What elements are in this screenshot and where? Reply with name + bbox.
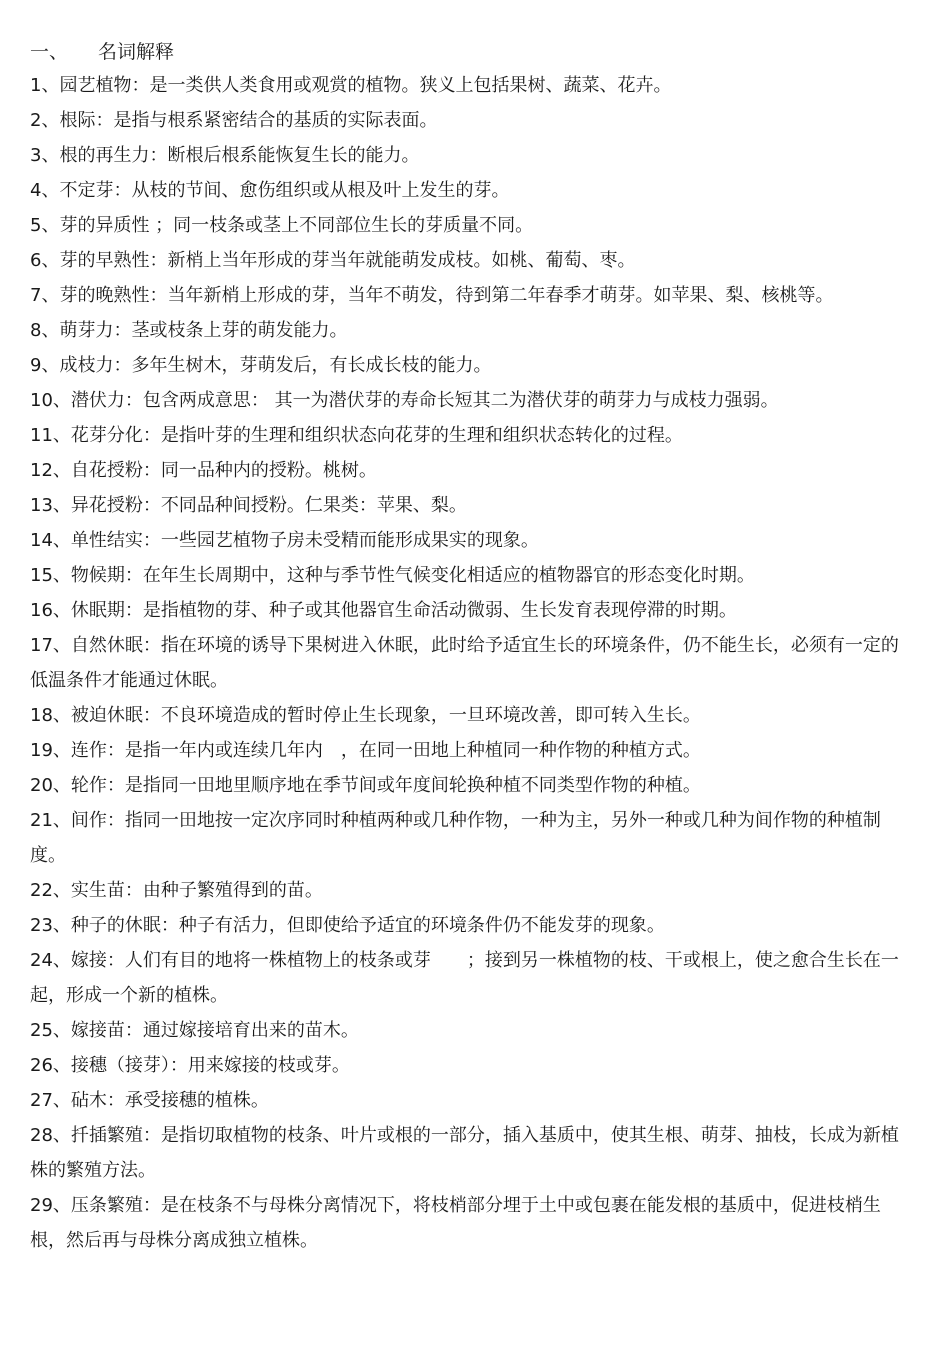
definition-item-18: 18、被迫休眠：不良环境造成的暂时停止生长现象，一旦环境改善，即可转入生长。 — [30, 705, 701, 726]
definition-item-6: 6、芽的早熟性：新梢上当年形成的芽当年就能萌发成枝。如桃、葡萄、枣。 — [30, 250, 636, 271]
section-title: 名词解释 — [98, 41, 175, 63]
definition-item-20: 20、轮作：是指同一田地里顺序地在季节间或年度间轮换种植不同类型作物的种植。 — [30, 775, 701, 796]
definition-item-3: 3、根的再生力：断根后根系能恢复生长的能力。 — [30, 145, 420, 166]
definition-item-1: 1、园艺植物：是一类供人类食用或观赏的植物。狭义上包括果树、蔬菜、花卉。 — [30, 75, 672, 96]
definition-item-24: 24、嫁接：人们有目的地将一株植物上的枝条或芽 ；接到另一株植物的枝、干或根上，使之愈合生长在一起，形成一个新的植株。 — [30, 950, 899, 1006]
definition-item-14: 14、单性结实：一些园艺植物子房未受精而能形成果实的现象。 — [30, 530, 539, 551]
definition-item-22: 22、实生苗：由种子繁殖得到的苗。 — [30, 880, 323, 901]
definition-item-12: 12、自花授粉：同一品种内的授粉。桃树。 — [30, 460, 377, 481]
definition-list — [30, 68, 900, 1258]
definition-item-29: 29、压条繁殖：是在枝条不与母株分离情况下，将枝梢部分埋于土中或包裹在能发根的基质中，促进枝梢生根，然后再与母株分离成独立植株。 — [30, 1195, 881, 1251]
definition-item-13: 13、异花授粉：不同品种间授粉。仁果类：苹果、梨。 — [30, 495, 467, 516]
definition-item-17: 17、自然休眠：指在环境的诱导下果树进入休眠，此时给予适宜生长的环境条件，仍不能生长，必须有一定的低温条件才能通过休眠。 — [30, 635, 899, 691]
section-heading — [30, 38, 174, 66]
definition-item-2: 2、根际：是指与根系紧密结合的基质的实际表面。 — [30, 110, 438, 131]
definition-item-28: 28、扦插繁殖：是指切取植物的枝条、叶片或根的一部分，插入基质中，使其生根、萌芽、抽枝，长成为新植株的繁殖方法。 — [30, 1125, 899, 1181]
definition-item-9: 9、成枝力：多年生树木，芽萌发后，有长成长枝的能力。 — [30, 355, 492, 376]
definition-item-16: 16、休眠期：是指植物的芽、种子或其他器官生命活动微弱、生长发育表现停滞的时期。 — [30, 600, 737, 621]
definition-item-27: 27、砧木：承受接穗的植株。 — [30, 1090, 269, 1111]
definition-item-7: 7、芽的晚熟性：当年新梢上形成的芽，当年不萌发，待到第二年春季才萌芽。如苹果、梨、核桃等。 — [30, 285, 834, 306]
definition-item-4: 4、不定芽：从枝的节间、愈伤组织或从根及叶上发生的芽。 — [30, 180, 510, 201]
definition-item-11: 11、花芽分化：是指叶芽的生理和组织状态向花芽的生理和组织状态转化的过程。 — [30, 425, 683, 446]
definition-item-10: 10、潜伏力：包含两成意思： 其一为潜伏芽的寿命长短其二为潜伏芽的萌芽力与成枝力强弱。 — [30, 390, 779, 411]
definition-item-5: 5、芽的异质性 ；同一枝条或茎上不同部位生长的芽质量不同。 — [30, 215, 534, 236]
definition-item-15: 15、物候期：在年生长周期中，这种与季节性气候变化相适应的植物器官的形态变化时期。 — [30, 565, 755, 586]
definition-item-23: 23、种子的休眠：种子有活力，但即使给予适宜的环境条件仍不能发芽的现象。 — [30, 915, 665, 936]
definition-item-26: 26、接穗（接芽）：用来嫁接的枝或芽。 — [30, 1055, 350, 1076]
definition-item-19: 19、连作：是指一年内或连续几年内 ，在同一田地上种植同一种作物的种植方式。 — [30, 740, 701, 761]
definition-item-21: 21、间作：指同一田地按一定次序同时种植两种或几种作物，一种为主，另外一种或几种为间作物的种植制度。 — [30, 810, 881, 866]
section-number: 一、 — [30, 41, 69, 63]
definition-item-8: 8、萌芽力：茎或枝条上芽的萌发能力。 — [30, 320, 348, 341]
definition-item-25: 25、嫁接苗：通过嫁接培育出来的苗木。 — [30, 1020, 359, 1041]
